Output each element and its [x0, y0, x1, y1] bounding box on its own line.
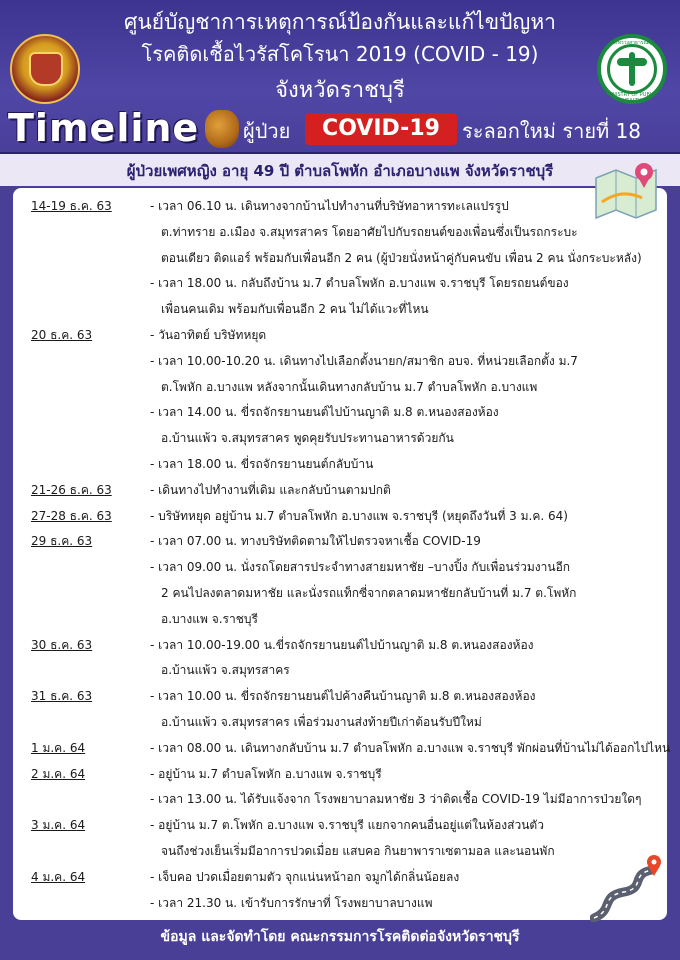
header-title-line-3: จังหวัดราชบุรี [275, 78, 405, 103]
entry-date: 21-26 ธ.ค. 63 [31, 482, 112, 497]
entry-line: - เวลา 18.00 น. กลับถึงบ้าน ม.7 ตำบลโพหัก อ.บางแพ จ.ราชบุรี โดยรถยนต์ของ [150, 276, 569, 291]
entry-date: 3 ม.ค. 64 [31, 818, 86, 833]
patient-label: ผู้ป่วย [243, 119, 291, 143]
case-number-label: ระลอกใหม่ รายที่ 18 [462, 119, 642, 143]
patient-subtitle: ผู้ป่วยเพศหญิง อายุ 49 ปี ตำบลโพหัก อำเภอบางแพ จังหวัดราชบุรี [126, 162, 554, 180]
entry-line: ต.ท่าทราย อ.เมือง จ.สมุทรสาคร โดยอาศัยไปกับรถยนต์ของเพื่อนซึ่งเป็นรถกระบะ [161, 224, 578, 239]
entry-date: 14-19 ธ.ค. 63 [31, 199, 112, 213]
jar-icon [205, 110, 239, 148]
entry-date: 20 ธ.ค. 63 [31, 328, 93, 342]
header-title-line-2: โรคติดเชื้อไวรัสโคโรนา 2019 (COVID - 19) [141, 42, 539, 66]
footer-credit: ข้อมูล และจัดทำโดย คณะกรรมการโรคติดต่อจังหวัดราชบุรี [160, 929, 520, 945]
entry-line: - เวลา 10.00-19.00 น.ขี่รถจักรยานยนต์ไปบ้านญาติ ม.8 ต.หนองสองห้อง [150, 637, 534, 652]
ministry-logo-text-top: กระทรวงสาธารณสุข [609, 40, 655, 46]
entry-line: ตอนเดียว ติดแอร์ พร้อมกับเพื่อนอีก 2 คน (ผู้ป่วยนั่งหน้าคู่กับคนขับ เพื่อน 2 คน นั่งกระบะหลัง) [161, 250, 642, 265]
entry-line: - เวลา 09.00 น. นั่งรถโดยสารประจำทางสายมหาชัย –บางปิ้ง กับเพื่อนร่วมงานอีก [150, 560, 571, 575]
timeline-title: Timeline [8, 106, 200, 150]
entry-line: เพื่อนคนเดิม พร้อมกับเพื่อนอีก 2 คน ไม่ได้แวะที่ไหน [161, 302, 429, 317]
entry-line: - เดินทางไปทำงานที่เดิม และกลับบ้านตามปกติ [150, 482, 391, 497]
entry-line: - อยู่บ้าน ม.7 ตำบลโพหัก อ.บางแพ จ.ราชบุรี [150, 766, 382, 781]
entry-line: อ.บ้านแพ้ว จ.สมุทรสาคร เพื่อร่วมงานส่งท้ายปีเก่าต้อนรับปีใหม่ [161, 715, 482, 729]
entry-line: - วันอาทิตย์ บริษัทหยุด [150, 328, 267, 342]
entry-date: 29 ธ.ค. 63 [31, 534, 93, 549]
entry-date: 2 ม.ค. 64 [31, 766, 86, 781]
entry-line: - เจ็บคอ ปวดเมื่อยตามตัว จุกแน่นหน้าอก จมูกได้กลิ่นน้อยลง [150, 869, 460, 884]
entry-line: 2 คนไปลงตลาดมหาชัย และนั่งรถแท็กซี่จากตลาดมหาชัยกลับบ้านที่ ม.7 ต.โพหัก [161, 586, 577, 600]
entry-line: ต.โพหัก อ.บางแพ หลังจากนั้นเดินทางกลับบ้าน ม.7 ตำบลโพหัก อ.บางแพ [161, 379, 538, 394]
map-icon [592, 158, 662, 222]
entry-line: - อยู่บ้าน ม.7 ต.โพหัก อ.บางแพ จ.ราชบุรี แยกจากคนอื่นอยู่แต่ในห้องส่วนตัว [150, 818, 544, 833]
entry-line: - เวลา 18.00 น. ขี่รถจักรยานยนต์กลับบ้าน [150, 457, 374, 471]
covid-badge: COVID-19 [305, 113, 457, 145]
entry-date: 31 ธ.ค. 63 [31, 689, 93, 704]
entry-line: อ.บ้านแพ้ว จ.สมุทรสาคร [161, 663, 290, 678]
timeline-content-panel [13, 188, 671, 920]
entry-line: - เวลา 14.00 น. ขี่รถจักรยานยนต์ไปบ้านญาติ ม.8 ต.หนองสองห้อง [150, 405, 499, 420]
entry-line: - เวลา 08.00 น. เดินทางกลับบ้าน ม.7 ตำบลโพหัก อ.บางแพ จ.ราชบุรี พักผ่อนที่บ้านไม่ได้ออกไปไหน [150, 740, 671, 755]
entry-line: - เวลา 21.30 น. เข้ารับการรักษาที่ โรงพยาบาลบางแพ [150, 895, 433, 910]
entry-date: 27-28 ธ.ค. 63 [31, 508, 112, 523]
header-title-line-1: ศูนย์บัญชาการเหตุการณ์ป้องกันและแก้ไขปัญหา [124, 10, 556, 34]
entry-line: อ.บางแพ จ.ราชบุรี [161, 611, 258, 626]
entry-line: - บริษัทหยุด อยู่บ้าน ม.7 ตำบลโพหัก อ.บางแพ จ.ราชบุรี (หยุดถึงวันที่ 3 ม.ค. 64) [150, 508, 568, 523]
ministry-logo-text-bottom: MINISTRY OF PUBLIC HEALTH [606, 92, 658, 104]
road-icon [590, 852, 668, 922]
entry-line: จนถึงช่วงเย็นเริ่มมีอาการปวดเมื่อย แสบคอ กินยาพาราเซตามอล และนอนพัก [161, 844, 555, 858]
entry-line: - เวลา 06.10 น. เดินทางจากบ้านไปทำงานที่บริษัทอาหารทะเลแปรรูป [150, 199, 509, 213]
entry-line: - เวลา 10.00-10.20 น. เดินทางไปเลือกตั้งนายก/สมาชิก อบจ. ที่หน่วยเลือกตั้ง ม.7 [150, 353, 578, 368]
entry-line: - เวลา 13.00 น. ได้รับแจ้งจาก โรงพยาบาลมหาชัย 3 ว่าติดเชื้อ COVID-19 ไม่มีอาการป่วยใดๆ [150, 792, 642, 807]
entry-line: อ.บ้านแพ้ว จ.สมุทรสาคร พูดคุยรับประทานอาหารด้วยกัน [161, 431, 454, 446]
entry-line: - เวลา 07.00 น. ทางบริษัทติดตามให้ไปตรวจหาเชื้อ COVID-19 [150, 534, 481, 549]
entry-date: 30 ธ.ค. 63 [31, 637, 93, 652]
entry-date: 1 ม.ค. 64 [31, 740, 86, 755]
entry-date: 4 ม.ค. 64 [31, 869, 86, 884]
entry-line: - เวลา 10.00 น. ขี่รถจักรยานยนต์ไปค้างคืนบ้านญาติ ม.8 ต.หนองสองห้อง [150, 689, 536, 704]
